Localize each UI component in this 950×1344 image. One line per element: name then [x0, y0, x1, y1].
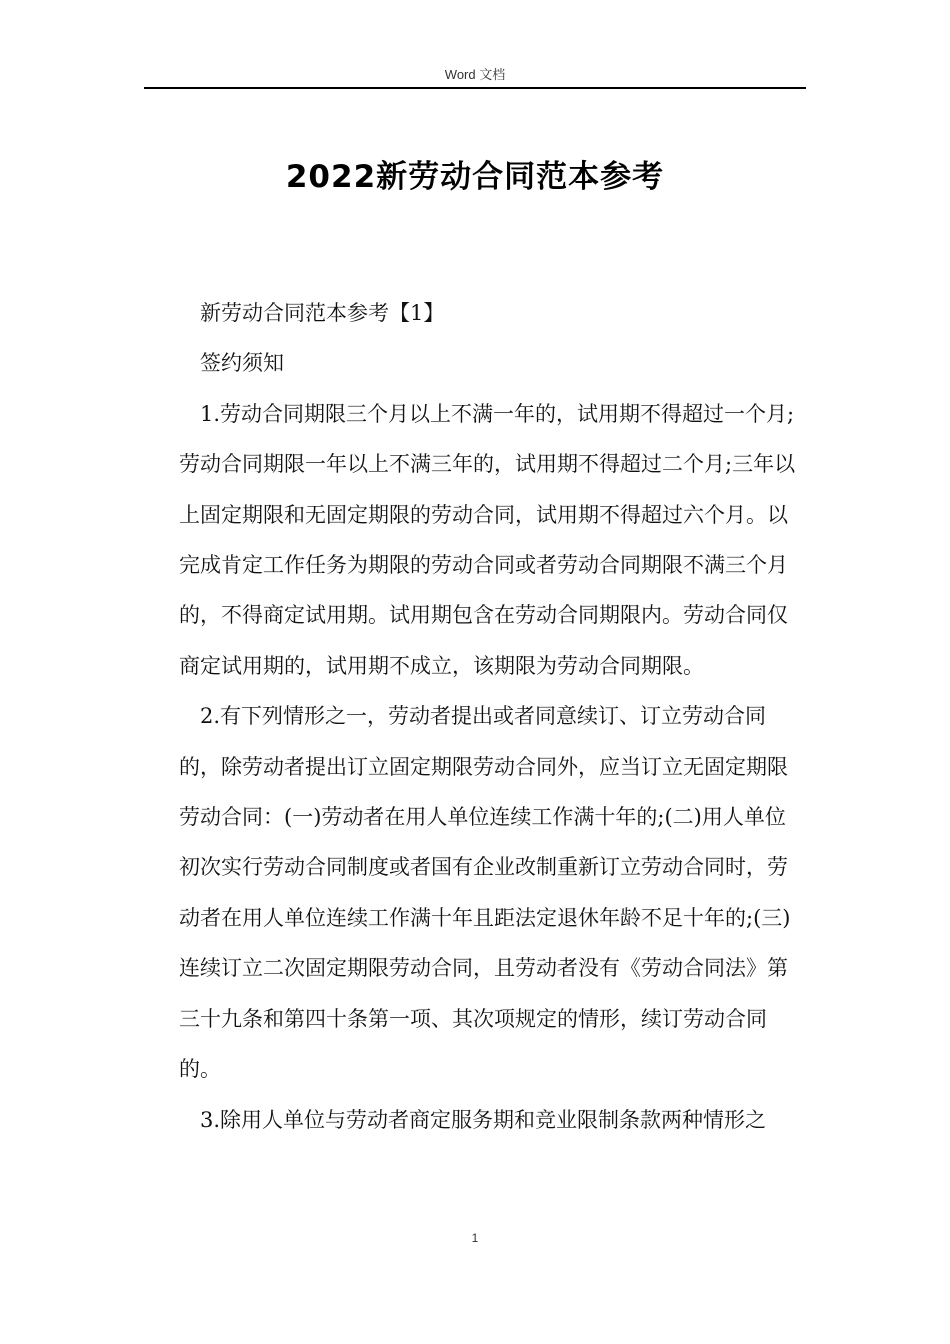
- page-number: 1: [471, 1231, 479, 1245]
- page-header-label: Word 文档: [444, 67, 506, 82]
- paragraph-clause-3: 3.除用人单位与劳动者商定服务期和竞业限制条款两种情形之: [200, 1107, 767, 1132]
- paragraph-signing-notice-heading: 签约须知: [200, 351, 284, 376]
- paragraph-section-heading: 新劳动合同范本参考【1】: [200, 301, 445, 325]
- header-divider: [144, 87, 806, 89]
- paragraph-clause-1: 1.劳动合同期限三个月以上不满一年的，试用期不得超过一个月;劳动合同期限一年以上不满三年的，试用期不得超过二个月;三年以上固定期限和无固定期限的劳动合同，试用期不得超过六个月。以完成肯定工作任务为期限的劳动合同或者劳动合同期限不满三个月的，不得商定试用期。试用期包含在劳动合同期限内。劳动合同仅商定试用期的，试用期不成立，该期限为劳动合同期限。: [179, 401, 796, 678]
- paragraph-clause-2: 2.有下列情形之一，劳动者提出或者同意续订、订立劳动合同的，除劳动者提出订立固定期限劳动合同外，应当订立无固定期限劳动合同：(一)劳动者在用人单位连续工作满十年的;(二)用人单位初次实行劳动合同制度或者国有企业改制重新订立劳动合同时，劳动者在用人单位连续工作满十年且距法定退休年龄不足十年的;(三)连续订立二次固定期限劳动合同，且劳动者没有《劳动合同法》第三十九条和第四十条第一项、其次项规定的情形，续订劳动合同的。: [179, 704, 791, 1082]
- document-body: [179, 288, 805, 1145]
- document-title: 2022新劳动合同范本参考: [285, 159, 665, 195]
